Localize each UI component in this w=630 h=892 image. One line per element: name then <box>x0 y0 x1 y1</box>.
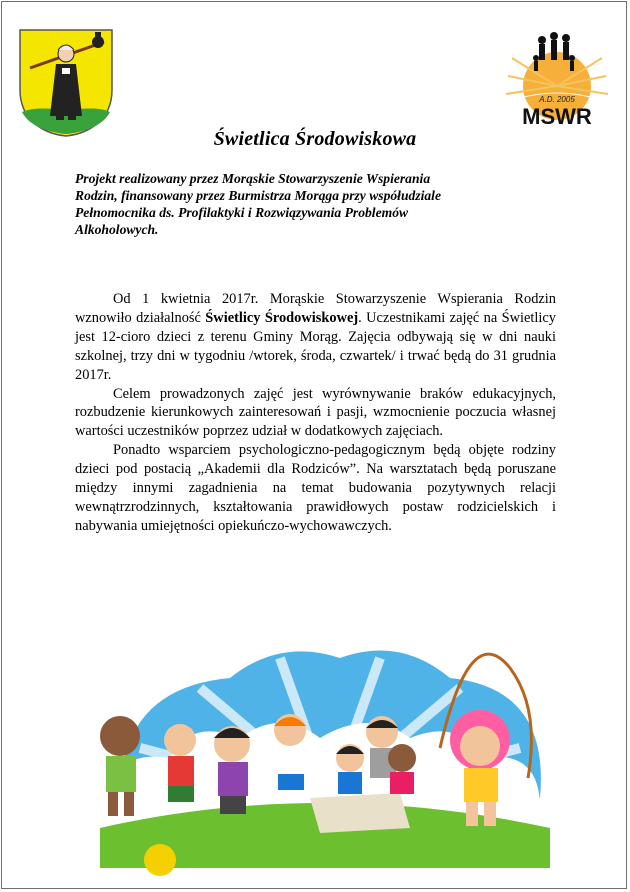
paragraph-1 <box>75 290 556 385</box>
project-line: Pełnomocnika ds. Profilaktyki i Rozwiązywania Problemów <box>75 205 409 220</box>
paragraph-3: Ponadto wsparciem psychologiczno-pedagogicznym będą objęte rodziny dzieci pod postacią „Akademii dla Rodziców”. Na warsztatach będą poruszane między innymi zagadnienia na temat budowania pozytywnych relacji wewnątrzrodzinnych, kształtowania prawidłowych postaw rodzicielskich i nabywania umiejętności opiekuńczo-wychowawczych. <box>75 442 556 534</box>
page-title: Świetlica Środowiskowa <box>213 128 417 150</box>
children-playing-illustration <box>80 628 560 880</box>
logo-year: A.D. 2005 <box>539 95 575 104</box>
paragraph-2: Celem prowadzonych zajęć jest wyrównywanie braków edukacyjnych, rozbudzenie kierunkowych zainteresowań i pasji, wzmocnienie poczucia własnej wartości uczestników poprzez udział w dodatkowych zajęciach. <box>75 385 556 440</box>
logo-acronym: MSWR <box>522 104 592 129</box>
coat-of-arms-icon <box>18 28 114 138</box>
project-line: Alkoholowych. <box>75 222 159 237</box>
project-line: Projekt realizowany przez Morąskie Stowarzyszenie Wspierania <box>75 171 431 186</box>
paragraph-1-start: Od 1 kwietnia 2017r. Morąskie Stowarzyszenie Wspierania Rodzin wznowiło działalność <box>75 291 556 326</box>
body-text <box>75 290 556 536</box>
project-description <box>75 170 595 238</box>
paragraph-1-bold: Świetlicy Środowiskowej <box>205 309 359 326</box>
mswr-logo-icon <box>502 28 612 132</box>
paragraph-1-end: . Uczestnikami zajęć na Świetlicy jest 12-cioro dzieci z terenu Gminy Morąg. Zajęcia odbywają się w dni nauki szkolnej, trzy dni w tygodniu /wtorek, środa, czwartek/ i trwać będą do 31 grudnia 2017r. <box>75 309 556 383</box>
project-line: Rodzin, finansowany przez Burmistrza Morąga przy współudziale <box>75 188 441 203</box>
